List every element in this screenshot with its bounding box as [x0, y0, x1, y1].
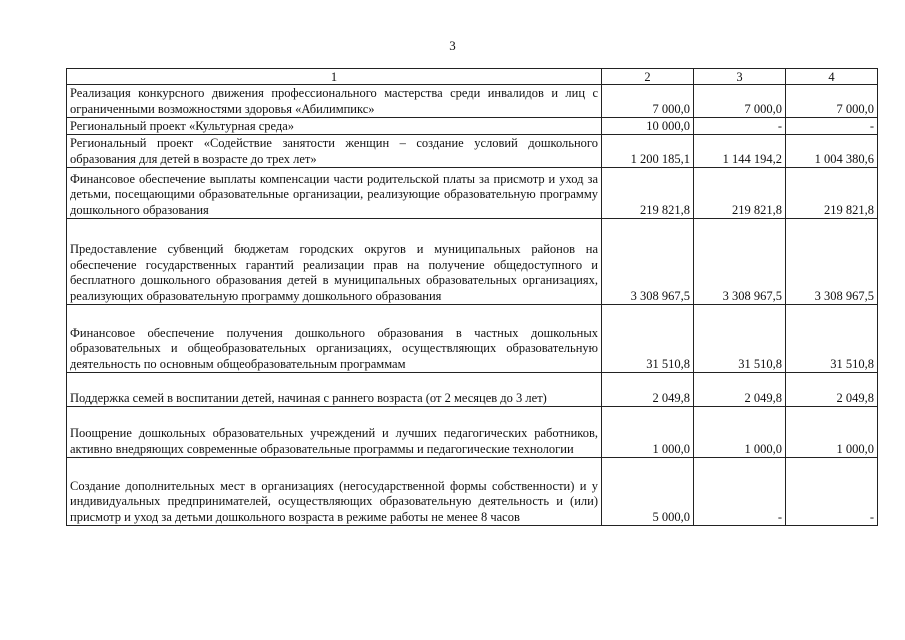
row-value: -	[786, 458, 878, 526]
row-value: 5 000,0	[602, 458, 694, 526]
row-value: -	[694, 118, 786, 135]
column-header-4: 4	[786, 69, 878, 85]
row-description: Создание дополнительных мест в организациях (негосударственной формы собственности) и у индивидуальных предпринимателей, осуществляющих образовательную деятельность и (или) присмотр и уход за детьми дошкольного возраста в режиме работы не менее 8 часов	[67, 458, 602, 526]
table-row	[67, 85, 878, 118]
budget-table	[66, 68, 878, 526]
row-value: -	[786, 118, 878, 135]
row-value: 219 821,8	[786, 168, 878, 219]
row-value: 1 200 185,1	[602, 135, 694, 168]
row-value: 219 821,8	[694, 168, 786, 219]
row-description: Поддержка семей в воспитании детей, начиная с раннего возраста (от 2 месяцев до 3 лет)	[67, 373, 602, 407]
table-row	[67, 219, 878, 305]
table-row	[67, 305, 878, 373]
row-value: 31 510,8	[602, 305, 694, 373]
row-value: 31 510,8	[786, 305, 878, 373]
column-header-3: 3	[694, 69, 786, 85]
table-row	[67, 135, 878, 168]
column-header-1: 1	[67, 69, 602, 85]
row-description: Региональный проект «Культурная среда»	[67, 118, 602, 135]
column-header-2: 2	[602, 69, 694, 85]
row-value: 1 004 380,6	[786, 135, 878, 168]
row-value: 31 510,8	[694, 305, 786, 373]
row-description: Финансовое обеспечение получения дошкольного образования в частных дошкольных образовательных и общеобразовательных организациях, осуществляющих образовательную деятельность по основным общеобразовательным программам	[67, 305, 602, 373]
row-value: 219 821,8	[602, 168, 694, 219]
page-number: 3	[449, 38, 456, 53]
row-description: Реализация конкурсного движения профессионального мастерства среди инвалидов и лиц с ограниченными возможностями здоровья «Абилимпикс»	[67, 85, 602, 118]
table-row	[67, 168, 878, 219]
row-description: Поощрение дошкольных образовательных учреждений и лучших педагогических работников, активно внедряющих современные образовательные программы и педагогические технологии	[67, 407, 602, 458]
table-row	[67, 407, 878, 458]
row-value: 1 144 194,2	[694, 135, 786, 168]
row-value: 7 000,0	[786, 85, 878, 118]
table-header-row	[67, 69, 878, 85]
table-row	[67, 118, 878, 135]
row-value: 3 308 967,5	[694, 219, 786, 305]
row-value: 7 000,0	[602, 85, 694, 118]
table-row	[67, 373, 878, 407]
row-value: 3 308 967,5	[602, 219, 694, 305]
row-value: 7 000,0	[694, 85, 786, 118]
row-value: 2 049,8	[694, 373, 786, 407]
row-value: 10 000,0	[602, 118, 694, 135]
row-value: 1 000,0	[786, 407, 878, 458]
row-description: Региональный проект «Содействие занятости женщин – создание условий дошкольного образования для детей в возрасте до трех лет»	[67, 135, 602, 168]
row-description: Финансовое обеспечение выплаты компенсации части родительской платы за присмотр и уход за детьми, посещающими образовательные организации, реализующие образовательную программу дошкольного образования	[67, 168, 602, 219]
row-description: Предоставление субвенций бюджетам городских округов и муниципальных районов на обеспечение государственных гарантий реализации прав на получение общедоступного и бесплатного дошкольного образования детей в муниципальных образовательных организациях, реализующих образовательную программу дошкольного образования	[67, 219, 602, 305]
row-value: 3 308 967,5	[786, 219, 878, 305]
row-value: 2 049,8	[786, 373, 878, 407]
table-row	[67, 458, 878, 526]
row-value: 1 000,0	[602, 407, 694, 458]
row-value: -	[694, 458, 786, 526]
row-value: 2 049,8	[602, 373, 694, 407]
row-value: 1 000,0	[694, 407, 786, 458]
